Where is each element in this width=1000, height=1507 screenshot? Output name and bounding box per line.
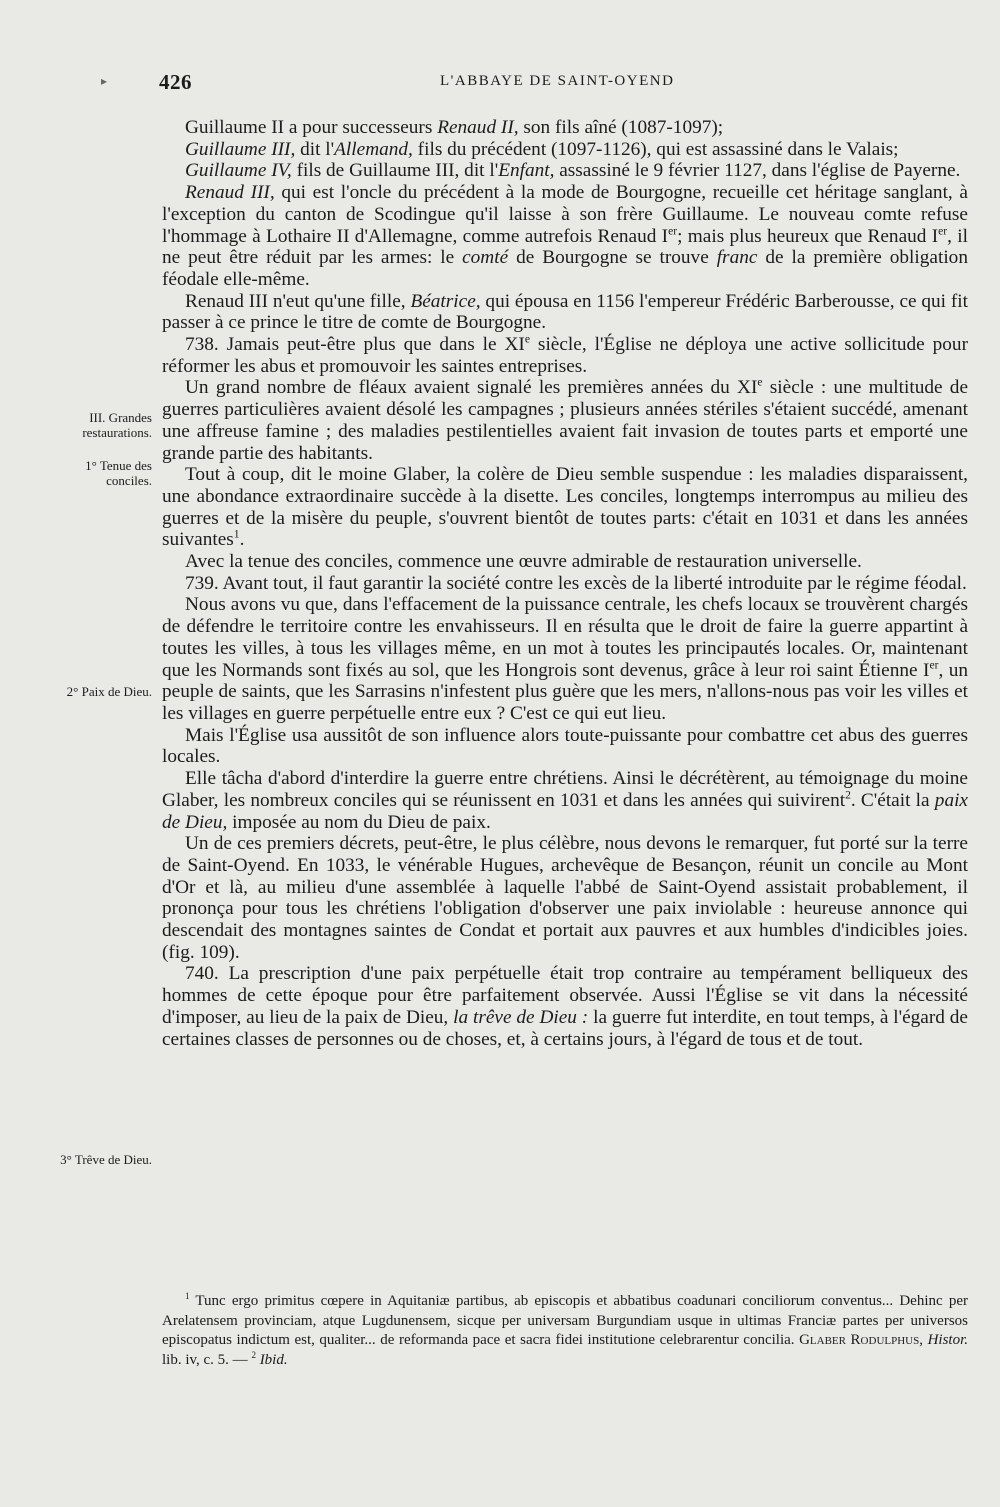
margin-note-grandes-restaurations: III. Grandes restaurations. <box>82 410 152 440</box>
paragraph-740: 740. La prescription d'une paix perpétuelle était trop contraire au tempérament belliqueux des hommes de cette époque pour être parfaitement observée. Aussi l'Église se vit dans la nécessité d'imposer, au lieu de la paix de Dieu, la trêve de Dieu : la guerre fut interdite, en tout temps, à l'égard de certaines classes de personnes ou de choses, et, à certains jours, à l'égard de tous et de tout. <box>162 963 968 1050</box>
paragraph: Avec la tenue des conciles, commence une œuvre admirable de restauration universelle. <box>185 551 862 573</box>
running-head: L'ABBAYE DE SAINT-OYEND <box>440 73 675 89</box>
paragraph-738: 738. Jamais peut-être plus que dans le XIe siècle, l'Église ne déploya une active sollicitude pour réformer les abus et promouvoir les saintes entreprises. <box>162 332 968 377</box>
paragraph: Un de ces premiers décrets, peut-être, le plus célèbre, nous devons le remarquer, fut porté sur la terre de Saint-Oyend. En 1033, le vénérable Hugues, archevêque de Besançon, réunit un concile au Mont d'Or et là, au milieu d'une assemblée à laquelle l'abbé de Saint-Oyend assistait probablement, il prononça pour tous les chrétiens l'obligation d'observer une paix inviolable : heureuse annonce qui descendait des montagnes saintes de Condat et portait aux pauvres et aux humbles d'indicibles joies. (fig. 109). <box>162 833 968 963</box>
paragraph: Renaud III, qui est l'oncle du précédent à la mode de Bourgogne, recueille cet héritage sanglant, à l'exception du canton de Scodingue qu'il laisse à son frère Guillaume. Le nouveau comte refuse l'hommage à Lothaire II d'Allemagne, comme autrefois Renaud Ier; mais plus heureux que Renaud Ier, il ne peut être réduit par les armes: le comté de Bourgogne se trouve franc de la première obligation féodale elle-même. <box>162 182 968 290</box>
stray-mark: ▸ <box>101 74 108 88</box>
margin-note-paix-de-dieu: 2° Paix de Dieu. <box>66 684 152 699</box>
paragraph: Mais l'Église usa aussitôt de son influence alors toute-puissante pour combattre cet abus des guerres locales. <box>162 724 968 768</box>
paragraph-739: 739. Avant tout, il faut garantir la société contre les excès de la liberté introduite par le régime féodal. <box>185 572 967 594</box>
paragraph: Renaud III n'eut qu'une fille, Béatrice, qui épousa en 1156 l'empereur Frédéric Barberousse, ce qui fit passer à ce prince le titre de comte de Bourgogne. <box>162 290 968 334</box>
paragraph: Guillaume IV, fils de Guillaume III, dit l'Enfant, assassiné le 9 février 1127, dans l'église de Payerne. <box>185 160 961 182</box>
paragraph: Un grand nombre de fléaux avaient signalé les premières années du XIe siècle : une multitude de guerres particulières avaient désolé les campagnes ; plusieurs années stériles s'étaient succédé, amenant une affreuse famine ; des maladies pestilentielles avaient fait invasion de toutes parts et emporté une grande partie des habitants. <box>162 376 968 464</box>
margin-note-treve-de-dieu: 3° Trêve de Dieu. <box>60 1152 152 1167</box>
footnotes <box>162 1292 968 1370</box>
margin-note-tenue-des-conciles: 1° Tenue des conciles. <box>85 458 152 488</box>
page-number: 426 <box>159 70 192 94</box>
paragraph: Guillaume III, dit l'Allemand, fils du précédent (1097-1126), qui est assassiné dans le Valais; <box>185 138 899 160</box>
paragraph: Tout à coup, dit le moine Glaber, la colère de Dieu semble suspendue : les maladies disparaissent, une abondance extraordinaire succède à la disette. Les conciles, longtemps interrompus au milieu des guerres et de la misère du peuple, s'ouvrent bientôt de toutes parts: c'était en 1031 et dans les années suivantes$^1$. <box>162 464 968 551</box>
paragraph: Nous avons vu que, dans l'effacement de la puissance centrale, les chefs locaux se trouvèrent chargés de défendre le territoire contre les envahisseurs. Il en résulta que le droit de faire la guerre appartint à toutes les villes, à tous les villages même, en un mot à toutes les principautés locales. Or, maintenant que les Normands sont fixés au sol, que les Hongrois sont devenus, grâce à leur roi saint Étienne Ier, un peuple de saints, que les Sarrasins n'infestent plus guère que les mers, n'allons-nous pas voir les villes et les villages en guerre perpétuelle entre eux ? C'est ce qui eut lieu. <box>162 594 969 724</box>
paragraph: Elle tâcha d'abord d'interdire la guerre entre chrétiens. Ainsi le décrétèrent, au témoignage du moine Glaber, les nombreux conciles qui se réunissent en 1031 et dans les années qui suivirent$^2$. C'était la paix de Dieu, imposée au nom du Dieu de paix. <box>162 768 968 833</box>
body-text <box>162 117 968 1050</box>
footnote: $^1$ Tunc ergo primitus cœpere in Aquitaniæ partibus, ab episcopis et abbatibus coadunari conciliorum conventus... Dehinc per Arelatensem provinciam, atque Lugdunensem, sicque per universam Burgundiam usque in ultimas Franciæ partes per universos episcopatus indictum est, qualiter... de reformanda pace et sacra fidei institutione celebrarentur concilia. Glaber Rodulphus, Histor. lib. iv, c. 5. — $^2$ Ibid. <box>162 1291 968 1368</box>
paragraph: Guillaume II a pour successeurs Renaud II, son fils aîné (1087-1097); <box>185 117 724 138</box>
